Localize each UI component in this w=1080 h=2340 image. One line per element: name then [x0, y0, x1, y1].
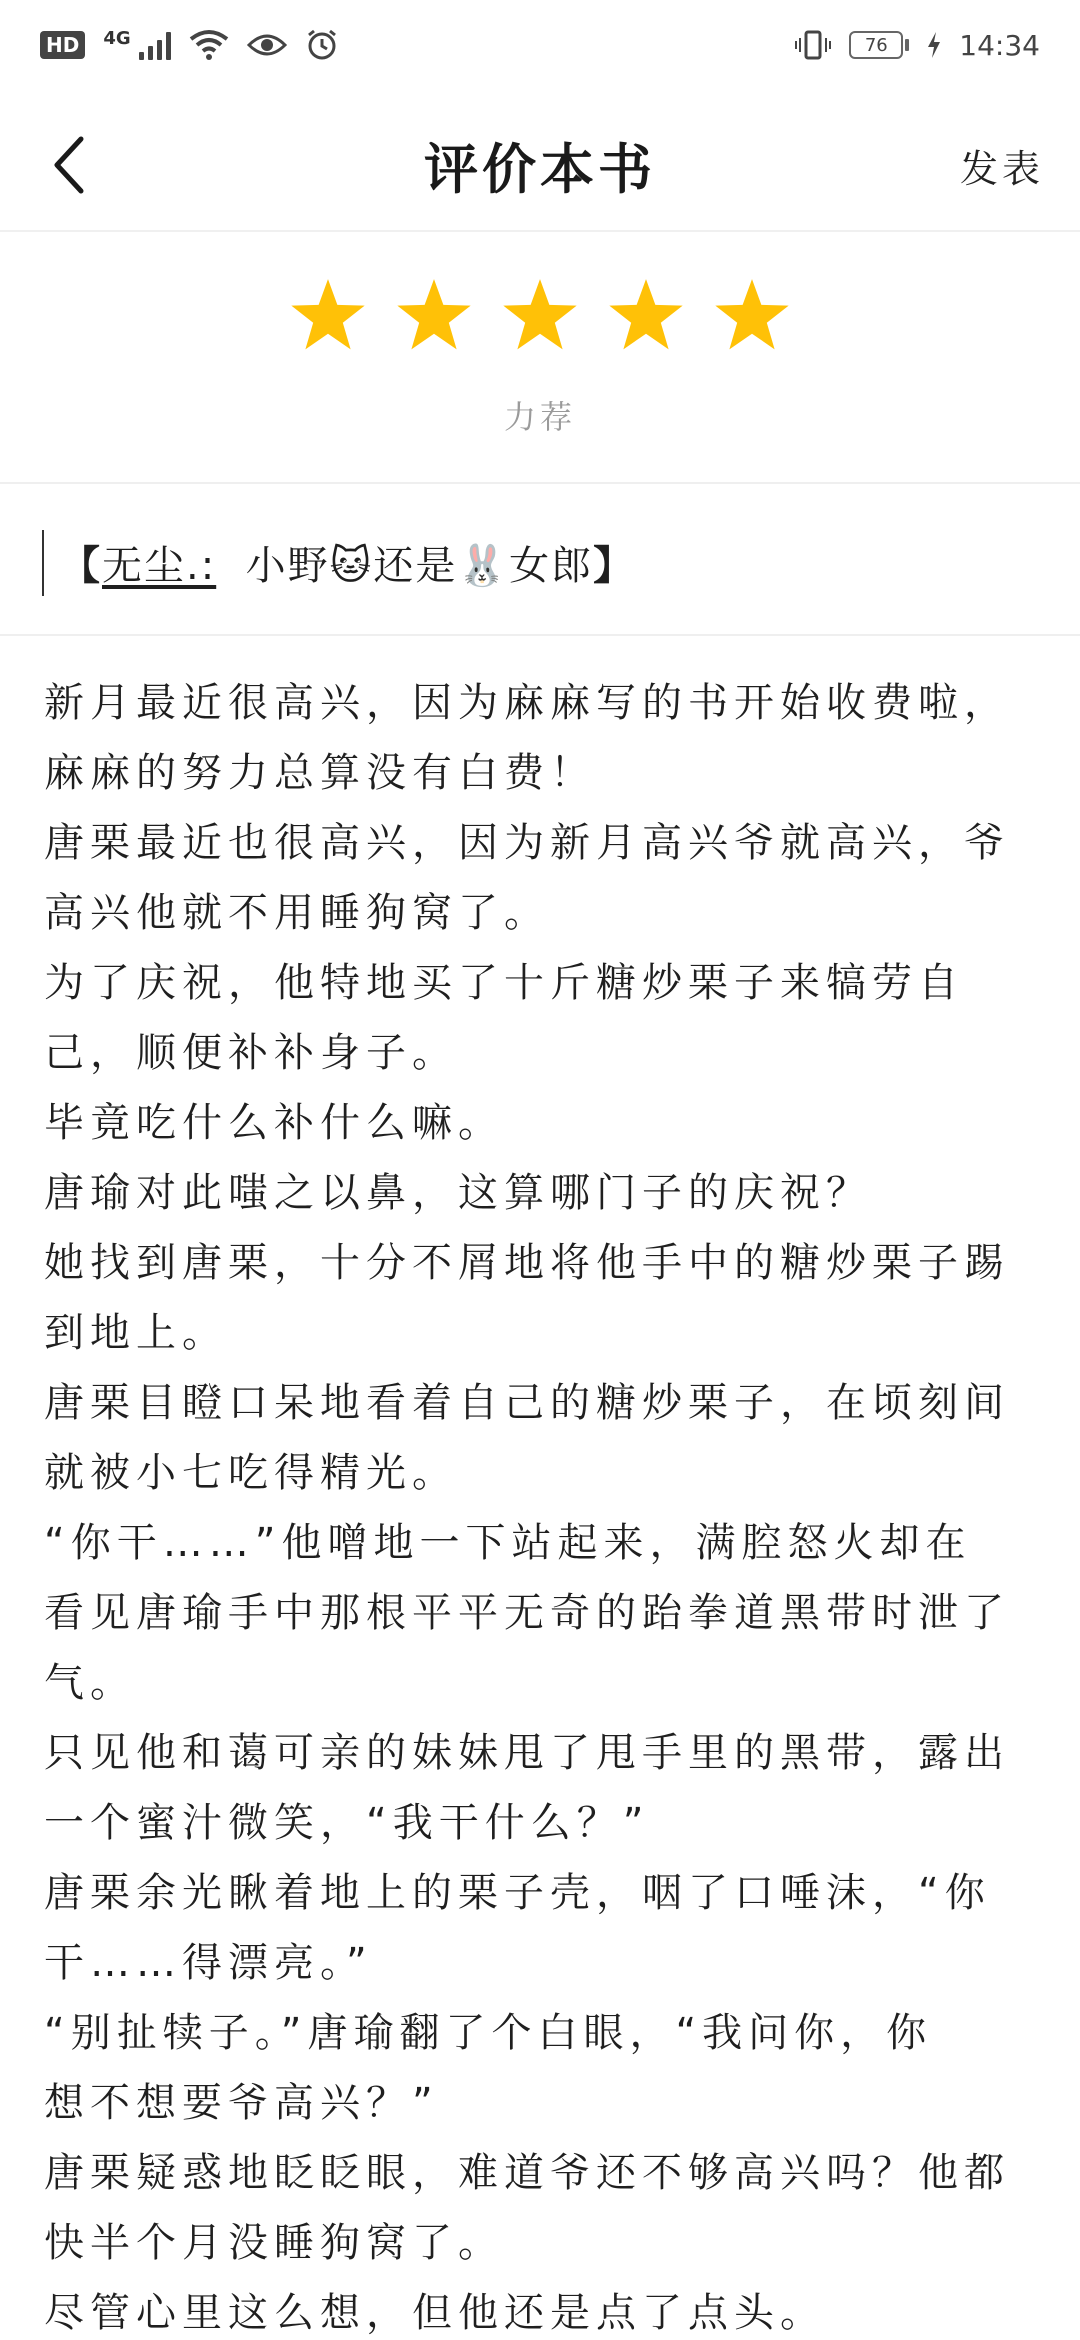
bracket-close: 】	[593, 543, 636, 589]
review-line: 一个蜜汁微笑，“我干什么？”	[44, 1800, 650, 1846]
eye-icon	[247, 31, 287, 59]
chevron-left-icon	[49, 135, 89, 195]
star-icon[interactable]	[501, 276, 579, 354]
author-name: 无尘.:	[102, 543, 217, 589]
battery-level: 76	[849, 31, 903, 59]
battery-icon	[849, 31, 909, 59]
vibrate-icon	[795, 29, 831, 61]
review-line: 尽管心里这么想，但他还是点了点头。	[44, 2290, 826, 2336]
review-line: 唐瑜对此嗤之以鼻，这算哪门子的庆祝？	[44, 1170, 872, 1216]
rating-label: 力荐	[503, 398, 576, 436]
network-type-label: 4G	[103, 27, 131, 49]
review-text[interactable]	[44, 668, 1034, 2340]
title-part-2: 还是	[373, 543, 458, 589]
review-line: 快半个月没睡狗窝了。	[44, 2220, 504, 2266]
title-part-1: 小野	[245, 543, 330, 589]
review-line: 就被小七吃得精光。	[44, 1450, 458, 1496]
cat-emoji-icon: 🐱	[329, 543, 374, 589]
signal-icon	[139, 30, 171, 60]
hd-badge: HD	[40, 31, 85, 59]
review-line: 她找到唐栗，十分不屑地将他手中的糖炒栗子踢	[44, 1240, 1010, 1286]
review-line: 己，顺便补补身子。	[44, 1030, 458, 1076]
review-line: 新月最近很高兴，因为麻麻写的书开始收费啦，	[44, 680, 1010, 726]
alarm-icon	[305, 28, 339, 62]
rating-section	[0, 232, 1080, 484]
bracket-open: 【	[60, 543, 102, 589]
review-line: 唐栗疑惑地眨眨眼，难道爷还不够高兴吗？他都	[44, 2150, 1010, 2196]
review-line: 唐栗余光瞅着地上的栗子壳，咽了口唾沫，“你	[44, 1870, 991, 1916]
review-line: 毕竟吃什么补什么嘛。	[44, 1100, 504, 1146]
star-rating[interactable]	[0, 276, 1080, 354]
review-line: 到地上。	[44, 1310, 228, 1356]
review-line: 麻麻的努力总算没有白费！	[44, 750, 596, 796]
review-line: 高兴他就不用睡狗窝了。	[44, 890, 550, 936]
review-line: “你干……”他噌地一下站起来，满腔怒火却在	[44, 1520, 972, 1566]
status-time: 14:34	[959, 28, 1040, 62]
star-icon[interactable]	[713, 276, 791, 354]
review-line: 为了庆祝，他特地买了十斤糖炒栗子来犒劳自	[44, 960, 964, 1006]
review-line: 只见他和蔼可亲的妹妹甩了甩手里的黑带，露出	[44, 1730, 1010, 1776]
book-title[interactable]	[60, 534, 635, 591]
review-line: 唐栗目瞪口呆地看着自己的糖炒栗子，在顷刻间	[44, 1380, 1010, 1426]
review-line: “别扯犊子。”唐瑜翻了个白眼，“我问你，你	[44, 2010, 933, 2056]
review-line: 看见唐瑜手中那根平平无奇的跆拳道黑带时泄了	[44, 1590, 1010, 1636]
back-button[interactable]	[34, 130, 104, 200]
publish-button[interactable]: 发表	[959, 147, 1044, 191]
page-title: 评价本书	[424, 136, 656, 201]
status-right	[795, 29, 1040, 62]
status-left	[40, 28, 339, 62]
header	[0, 100, 1080, 232]
star-icon[interactable]	[607, 276, 685, 354]
review-line: 想不想要爷高兴？”	[44, 2080, 439, 2126]
star-icon[interactable]	[289, 276, 367, 354]
title-part-3: 女郎	[509, 543, 594, 589]
wifi-icon	[189, 29, 229, 61]
review-line: 唐栗最近也很高兴，因为新月高兴爷就高兴，爷	[44, 820, 1010, 866]
rabbit-emoji-icon: 🐰	[457, 543, 510, 589]
star-icon[interactable]	[395, 276, 473, 354]
status-bar	[0, 0, 1080, 90]
charging-icon	[927, 32, 941, 58]
review-line: 气。	[44, 1660, 136, 1706]
book-title-row	[0, 486, 1080, 636]
review-line: 干……得漂亮。”	[44, 1940, 373, 1986]
accent-bar	[42, 530, 44, 596]
